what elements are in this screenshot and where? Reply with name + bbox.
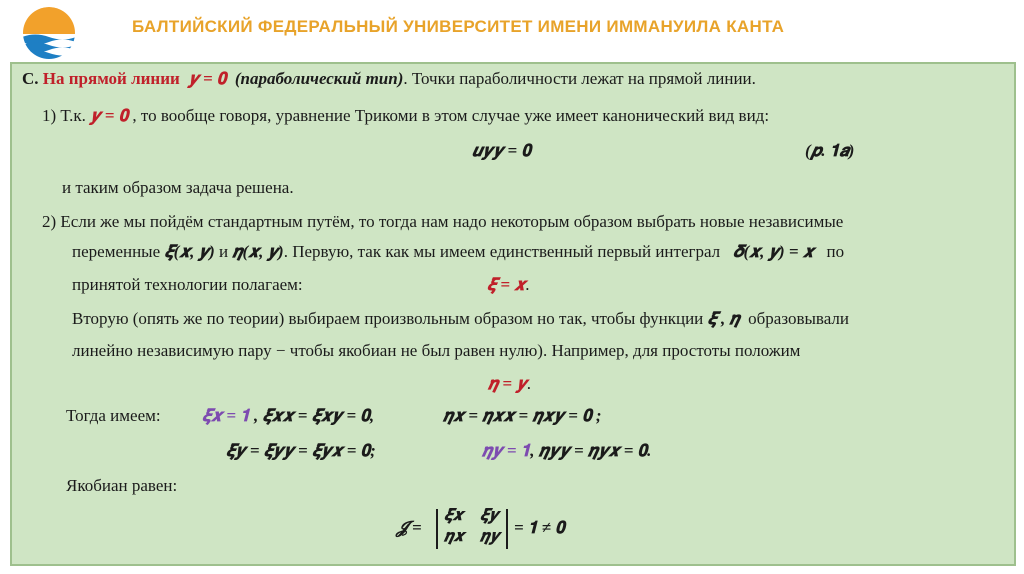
header [0, 0, 1024, 62]
det-result: = 𝟏 ≠ 𝟎 [514, 518, 565, 537]
jacobian-symbol: 𝓙 = [396, 518, 422, 537]
det-cell-a: 𝝃𝒙 [444, 507, 463, 524]
equation-xi: 𝝃 = 𝒙. [487, 275, 530, 294]
det-cell-d: 𝜼𝒚 [480, 528, 500, 545]
line-10-label: Тогда имеем: [66, 406, 161, 425]
det-cell-b: 𝝃𝒚 [480, 507, 499, 524]
det-cell-c: 𝜼𝒙 [444, 528, 464, 545]
jacobian-determinant [396, 506, 592, 552]
line-1: C. На прямой линии 𝒚 = 𝟎 (параболический тип). Точки параболичности лежат на прямой линии. [22, 69, 756, 88]
line-4: 2) Если же мы пойдём стандартным путём, то тогда нам надо некоторым образом выбрать новые независимые [42, 212, 844, 231]
equation-tag: (𝒑. 𝟏𝒂) [805, 141, 855, 160]
university-logo-icon [22, 6, 76, 60]
line-3: и таким образом задача решена. [62, 178, 294, 197]
line-6: принятой технологии полагаем: [72, 275, 303, 294]
line-11-eta: 𝜼𝒚 = 𝟏, 𝜼𝒚𝒚 = 𝜼𝒚𝒙 = 𝟎. [482, 441, 652, 460]
line-12: Якобиан равен: [66, 476, 178, 495]
line-2: 1) Т.к. 𝒚 = 𝟎 , то вообще говоря, уравнение Трикоми в этом случае уже имеет канонический вид вид: [42, 106, 770, 125]
det-bar-left [436, 509, 438, 549]
equation-uyy: 𝒖𝒚𝒚 = 𝟎 [472, 141, 531, 160]
line-7: Вторую (опять же по теории) выбираем произвольным образом но так, чтобы функции 𝝃 , 𝜼 образовывали [72, 309, 849, 328]
line-11-xi: 𝝃𝒚 = 𝝃𝒚𝒚 = 𝝃𝒚𝒙 = 𝟎; [226, 441, 376, 460]
line-10-xi: 𝝃𝒙 = 𝟏 , 𝝃𝒙𝒙 = 𝝃𝒙𝒚 = 𝟎, [202, 406, 375, 425]
line-5: переменные 𝝃(𝒙, 𝒚) и 𝜼(𝒙, 𝒚). Первую, так как мы имеем единственный первый интеграл 𝜹(𝒙, 𝒚) = 𝒙 по [72, 242, 845, 261]
line-10-eta: 𝜼𝒙 = 𝜼𝒙𝒙 = 𝜼𝒙𝒚 = 𝟎 ; [443, 406, 602, 425]
page-title: БАЛТИЙСКИЙ ФЕДЕРАЛЬНЫЙ УНИВЕРСИТЕТ ИМЕНИ ИММАНУИЛА КАНТА [132, 17, 785, 36]
det-bar-right [506, 509, 508, 549]
equation-eta: 𝜼 = 𝒚. [488, 374, 532, 393]
line-8: линейно независимую пару − чтобы якобиан не был равен нулю). Например, для простоты положим [72, 341, 801, 360]
